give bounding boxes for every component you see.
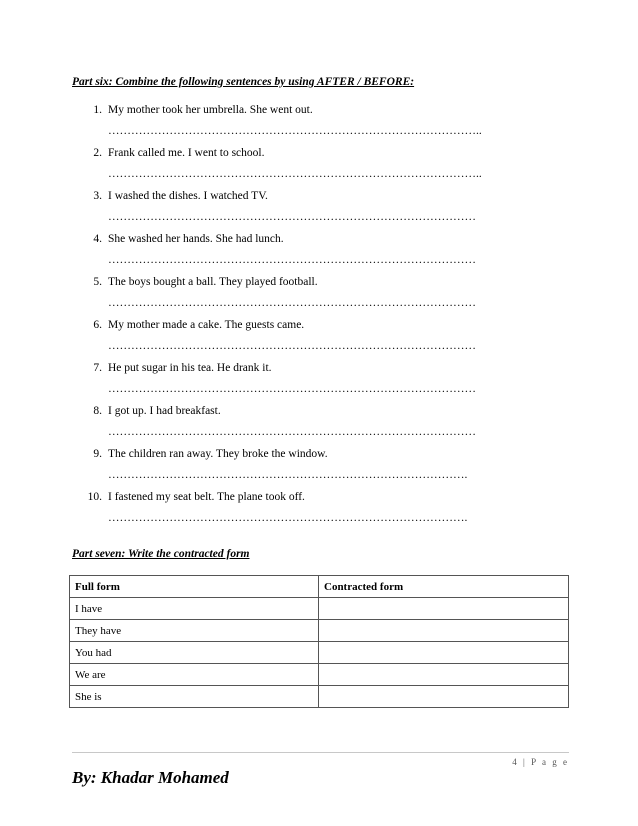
- question-item: [0, 189, 638, 232]
- question-text: I got up. I had breakfast.: [108, 405, 221, 417]
- answer-line[interactable]: ………………………………………………………………………………….: [108, 469, 468, 481]
- contracted-form-cell[interactable]: [319, 686, 569, 708]
- answer-line[interactable]: ……………………………………………………………………………………..: [108, 125, 482, 137]
- question-item: [0, 232, 638, 275]
- table-row: [70, 686, 569, 708]
- column-header-contracted-form: Contracted form: [319, 576, 569, 598]
- part-seven-heading: Part seven: Write the contracted form: [72, 548, 250, 560]
- footer-divider: [72, 752, 569, 753]
- question-number: 1.: [93, 104, 102, 116]
- question-number: 4.: [93, 233, 102, 245]
- contracted-form-cell[interactable]: [319, 620, 569, 642]
- question-number: 7.: [93, 362, 102, 374]
- question-number: 9.: [93, 448, 102, 460]
- question-item: [0, 404, 638, 447]
- part-six-heading: Part six: Combine the following sentences by using AFTER / BEFORE:: [72, 76, 415, 88]
- question-text: My mother took her umbrella. She went out.: [108, 104, 313, 116]
- column-header-full-form: Full form: [70, 576, 319, 598]
- question-text: She washed her hands. She had lunch.: [108, 233, 284, 245]
- table-row: [70, 642, 569, 664]
- answer-line[interactable]: ……………………………………………………………………………………: [108, 426, 476, 438]
- table-row: [70, 620, 569, 642]
- answer-line[interactable]: ……………………………………………………………………………………: [108, 340, 476, 352]
- question-number: 8.: [93, 405, 102, 417]
- question-text: Frank called me. I went to school.: [108, 147, 265, 159]
- answer-line[interactable]: ……………………………………………………………………………………..: [108, 168, 482, 180]
- question-item: [0, 490, 638, 533]
- question-text: The boys bought a ball. They played football.: [108, 276, 318, 288]
- contracted-form-table: [69, 575, 569, 708]
- answer-line[interactable]: ……………………………………………………………………………………: [108, 383, 476, 395]
- question-text: I washed the dishes. I watched TV.: [108, 190, 268, 202]
- question-number: 3.: [93, 190, 102, 202]
- full-form-cell: You had: [70, 642, 319, 664]
- question-item: [0, 447, 638, 490]
- question-item: [0, 275, 638, 318]
- question-text: My mother made a cake. The guests came.: [108, 319, 305, 331]
- answer-line[interactable]: ……………………………………………………………………………………: [108, 254, 476, 266]
- question-number: 6.: [93, 319, 102, 331]
- page-number: 4 | P a g e: [512, 757, 569, 767]
- question-item: [0, 318, 638, 361]
- full-form-cell: They have: [70, 620, 319, 642]
- question-number: 5.: [93, 276, 102, 288]
- question-list: [0, 103, 638, 533]
- contracted-form-cell[interactable]: [319, 598, 569, 620]
- question-text: I fastened my seat belt. The plane took off.: [108, 491, 305, 503]
- question-text: The children ran away. They broke the window.: [108, 448, 328, 460]
- question-text: He put sugar in his tea. He drank it.: [108, 362, 272, 374]
- table-header-row: [70, 576, 569, 598]
- contracted-form-cell[interactable]: [319, 642, 569, 664]
- full-form-cell: We are: [70, 664, 319, 686]
- contracted-form-cell[interactable]: [319, 664, 569, 686]
- question-number: 2.: [93, 147, 102, 159]
- author-byline: By: Khadar Mohamed: [72, 768, 229, 787]
- full-form-cell: I have: [70, 598, 319, 620]
- question-number: 10.: [87, 491, 102, 503]
- question-item: [0, 103, 638, 146]
- table-row: [70, 664, 569, 686]
- full-form-cell: She is: [70, 686, 319, 708]
- question-item: [0, 146, 638, 189]
- answer-line[interactable]: ………………………………………………………………………………….: [108, 512, 468, 524]
- answer-line[interactable]: ……………………………………………………………………………………: [108, 211, 476, 223]
- answer-line[interactable]: ……………………………………………………………………………………: [108, 297, 476, 309]
- table-row: [70, 598, 569, 620]
- question-item: [0, 361, 638, 404]
